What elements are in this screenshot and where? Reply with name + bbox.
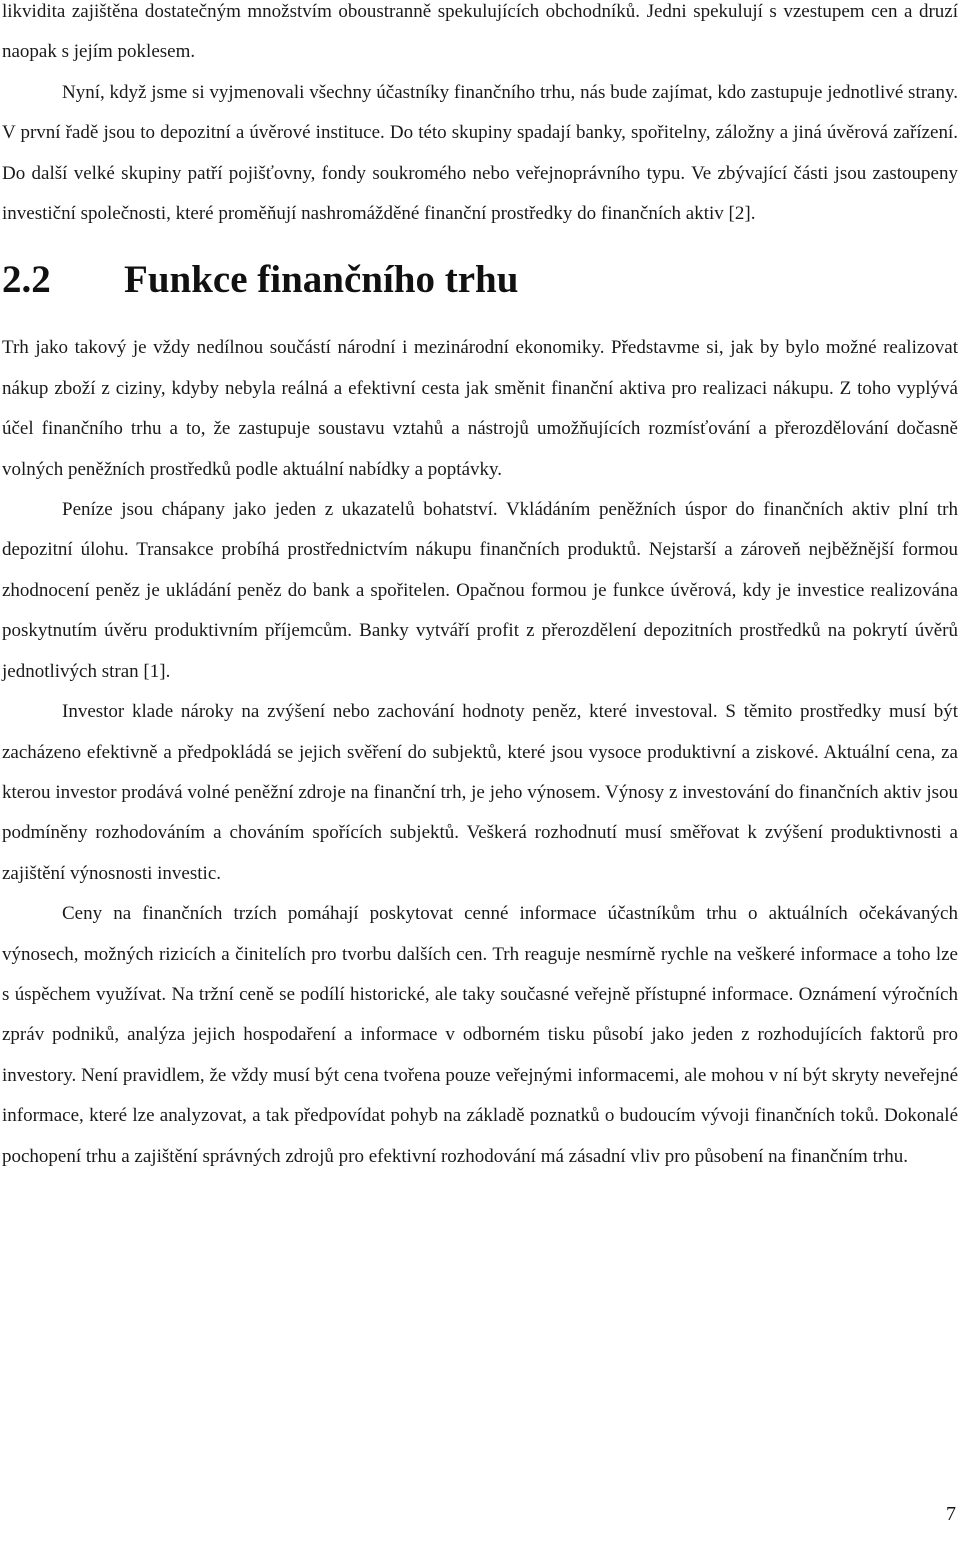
section-number: 2.2 bbox=[2, 258, 51, 302]
paragraph-money-wealth: Peníze jsou chápany jako jeden z ukazatelů bohatství. Vkládáním peněžních úspor do finančních aktiv plní trh depozitní úlohu. Transakce probíhá prostřednictvím nákupu finančních produktů. Nejstarší a zároveň nejběžnější formou zhodnocení peněz je ukládání peněz do bank a spořitelen. Opačnou formou je funkce úvěrová, kdy je investice realizována poskytnutím úvěru produktivním příjemcům. Banky vytváří profit z přerozdělení depozitních prostředků na pokrytí úvěrů jednotlivých stran [1]. bbox=[2, 499, 958, 682]
paragraph-investor: Investor klade nároky na zvýšení nebo zachování hodnoty peněz, které investoval. S těmito prostředky musí být zacházeno efektivně a předpokládá se jejich svěření do subjektů, které jsou vysoce produktivní a ziskové. Aktuální cena, za kterou investor prodává volné peněžní zdroje na finanční trh, je jeho výnosem. Výnosy z investování do finančních aktiv jsou podmíněny rozhodováním a chováním spořících subjektů. Veškerá rozhodnutí musí směřovat k zvýšení produktivnosti a zajištění výnosnosti investic. bbox=[2, 701, 958, 884]
page-content bbox=[2, 0, 958, 1177]
paragraph-prices-information: Ceny na finančních trzích pomáhají poskytovat cenné informace účastníkům trhu o aktuálních očekávaných výnosech, možných rizicích a činitelích pro tvorbu dalších cen. Trh reaguje nesmírně rychle na veškeré informace a toho lze s úspěchem využívat. Na tržní ceně se podílí historické, ale taky současné veřejně přístupné informace. Oznámení výročních zpráv podniků, analýza jejich hospodaření a informace v odborném tisku působí jako jeden z rozhodujících faktorů pro investory. Není pravidlem, že vždy musí být cena tvořena pouze veřejnými informacemi, ale mohou v ní být skryty neveřejné informace, které lze analyzovat, a tak předpovídat pohyb na základě poznatků o budoucím vývoji finančních toků. Dokonalé pochopení trhu a zajištění správných zdrojů pro efektivní rozhodování má zásadní vliv pro působení na finančním trhu. bbox=[2, 903, 958, 1167]
page-number: 7 bbox=[946, 1503, 956, 1525]
paragraph-market-role: Trh jako takový je vždy nedílnou součástí národní i mezinárodní ekonomiky. Představme si, jak by bylo možné realizovat nákup zboží z ciziny, kdyby nebyla reálná a efektivní cesta jak směnit finanční aktiva pro realizaci nákupu. Z toho vyplývá účel finančního trhu a to, že zastupuje soustavu vztahů a nástrojů umožňujících rozmísťování a přerozdělování dočasně volných peněžních prostředků podle aktuální nabídky a poptávky. bbox=[2, 337, 958, 480]
paragraph-continuation: likvidita zajištěna dostatečným množstvím oboustranně spekulujících obchodníků. Jedni spekulují s vzestupem cen a druzí naopak s jejím poklesem. bbox=[2, 1, 958, 63]
section-heading bbox=[2, 234, 958, 322]
section-title: Funkce finančního trhu bbox=[124, 258, 519, 302]
paragraph-market-participants: Nyní, když jsme si vyjmenovali všechny účastníky finančního trhu, nás bude zajímat, kdo zastupuje jednotlivé strany. V první řadě jsou to depozitní a úvěrové instituce. Do této skupiny spadají banky, spořitelny, záložny a jiná úvěrová zařízení. Do další velké skupiny patří pojišťovny, fondy soukromého nebo veřejnoprávního typu. Ve zbývající části jsou zastoupeny investiční společnosti, které proměňují nashromážděné finanční prostředky do finančních aktiv [2]. bbox=[2, 81, 958, 225]
